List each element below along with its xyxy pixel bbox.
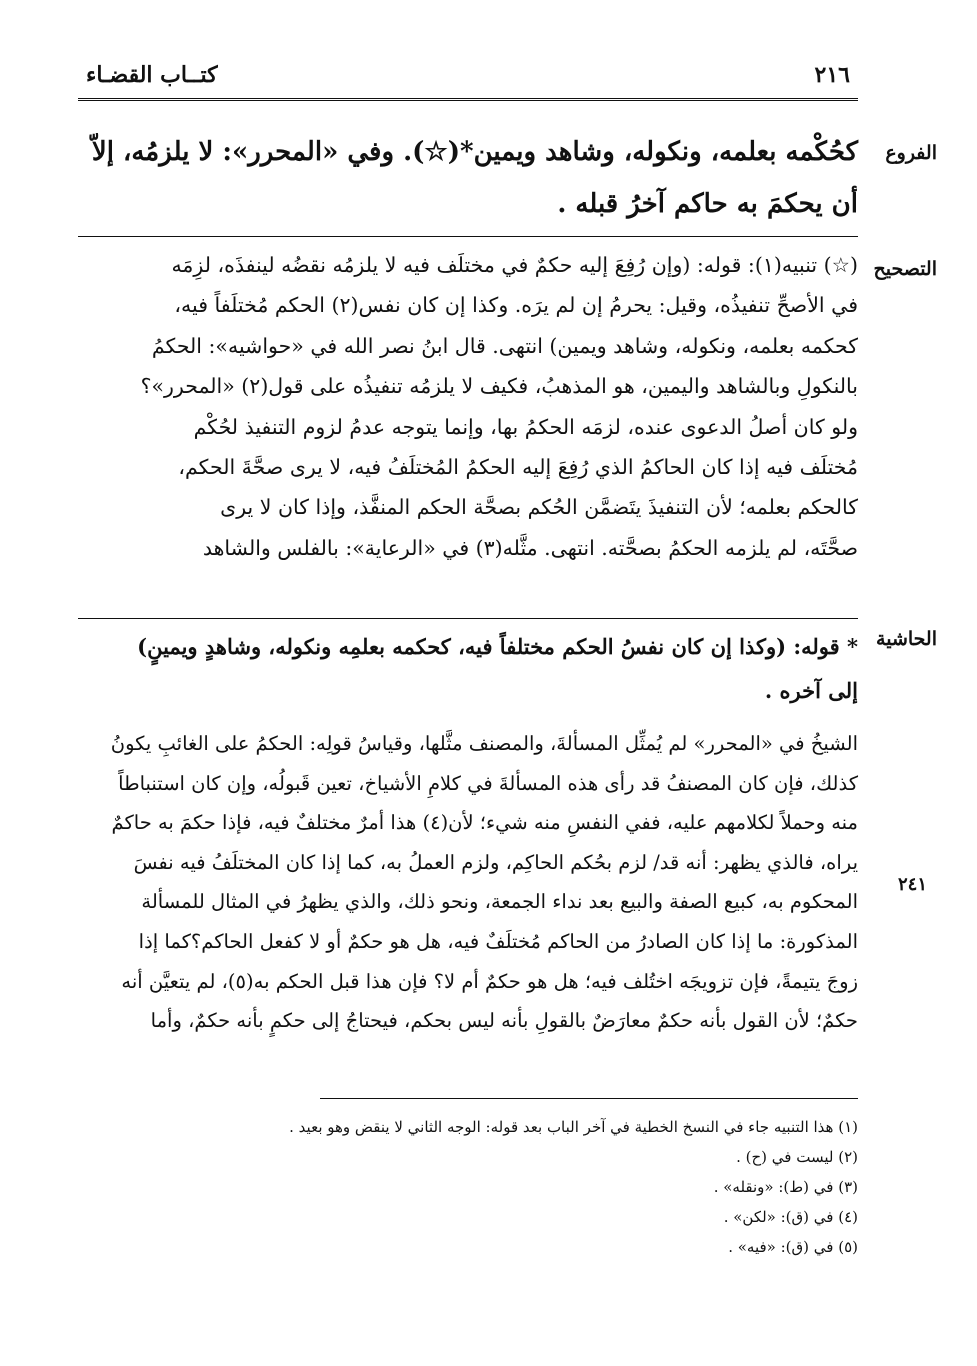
text-line: الشيخُ في «المحرر» لم يُمثِّل المسألةَ، والمصنف مثَّلها، وقياسُ قولِه: الحكمُ على الغائبِ يكونُ: [110, 732, 858, 755]
text-line: حكمٌ؛ لأن القول بأنه حكمٌ معارَضٌ بالقولِ بأنه ليس بحكم، فيحتاجُ إلى حكمٍ بأنه حكمٌ، وأما: [150, 1009, 858, 1033]
book-title: كتــاب القضـاء: [86, 62, 218, 88]
hashiya-text: [78, 724, 858, 1041]
text-line: كحُكْمه بعلمه، ونكوله، وشاهد ويمين*(☆). وفي «المحرر»: لا يلزمُه، إلاّ: [91, 137, 858, 167]
tashih-text: [78, 245, 858, 568]
footnote: (٥) في (ق): «فيه» .: [728, 1238, 858, 1256]
text-line: منه وحملاً لكلامهم عليه، ففي النفسِ منه شيء؛ لأن(٤) هذا أمرٌ مختلفٌ فيه، فإذا حكمَ به حاكمٌ: [111, 811, 858, 835]
footnote: (٤) في (ق): «لكن» .: [723, 1208, 858, 1226]
text-line: ولو كان أصلُ الدعوى عنده، لزمَه الحكمُ بها، وإنما يتوجه عدمُ لزوم التنفيذ لحُكْم: [193, 414, 858, 439]
text-line: يراه، فالذي يظهر: أنه قد/ لزم بحُكم الحاكِم، ولزم العملُ به، كما إذا كان المختلَفُ فيه نفسَ: [133, 850, 858, 874]
text-line: المذكورة: ما إذا كان الصادرُ من الحاكم مُختلَفٌ فيه، هل هو حكمٌ أو لا كفعل الحاكم؟كما إذا: [138, 929, 858, 953]
section-label-hashiya: الحاشية: [876, 628, 937, 650]
manuscript-page-marker: ٢٤١: [897, 874, 927, 895]
section-label-furu: الفروع: [885, 142, 937, 164]
text-line: إلى آخره .: [764, 678, 858, 703]
section-label-tashih: التصحيح: [873, 258, 937, 280]
header-rule: [78, 98, 858, 103]
text-line: زوجَ يتيمةً، فإن تزويجَه اختُلف فيه؛ هل هو حكمٌ أم لا؟ فإن هذا قبل الحكم به(٥)، لم يتعيَّن أنه: [121, 969, 858, 993]
text-line: (☆) تنبيه(١): قوله: (وإن رُفِعَ إليه حكمٌ في مختلَف فيه لا يلزمُه نقضُه لينفذَه، لزِمَه: [171, 253, 858, 277]
text-line: صحَّتَه، لم يلزمه الحكمُ بصحَّته. انتهى. مثَّله(٣) في «الرعاية»: بالفلس والشاهد: [202, 535, 858, 560]
footnote: (٣) في (ط): «ونقله» .: [713, 1178, 858, 1196]
footnote: (٢) ليست في (ح) .: [736, 1148, 858, 1166]
page-number: ٢١٦: [814, 62, 850, 88]
footnote-divider: [320, 1098, 858, 1099]
text-line: مُختلَف فيه إذا كان الحاكمُ الذي رُفِعَ إليه الحكمُ المُختلَفُ فيه، لا يرى صحَّةَ الحكم،: [178, 455, 858, 480]
text-line: بالنكولِ وبالشاهد واليمين، هو المذهبُ، فكيف لا يلزمُه تنفيذُه على قول(٢) «المحرر»؟: [140, 374, 858, 399]
text-line: أن يحكمَ به حاكم آخرُ قبله .: [557, 189, 858, 219]
text-line: * قوله: (وكذا إن كان نفسُ الحكم مختلفاً فيه، كحكمه بعلمِه ونكوله، وشاهدٍ ويمينٍ): [137, 634, 858, 659]
text-line: كحكمه بعلمه، ونكوله، وشاهد ويمين) انتهى. قال ابنُ نصر الله في «حواشيه»: الحكمُ: [151, 333, 858, 358]
text-line: المحكوم به، كبيع الصفة والبيع بعد نداء الجمعة، ونحو ذلك، والذي يظهرُ في المثال للمسألة: [141, 890, 858, 914]
text-line: كالحكم بعلمه؛ لأن التنفيذَ يتَضمَّن الحُكم بصحَّة الحكم المنفَّذ، وإذا كان لا يرى: [220, 495, 858, 520]
furu-text: [78, 126, 858, 230]
text-line: كذلك، فإن كان المصنفُ قد رأى هذه المسألةَ في كلامِ الأشياخ، تعين قَبولُه، وإن كان استنباطاً: [118, 771, 858, 795]
section-divider: [78, 236, 858, 237]
footnote: (١) هذا التنبيه جاء في النسخ الخطية في آخر الباب بعد قوله: الوجه الثاني لا ينقض وهو بعيد .: [289, 1118, 858, 1136]
hashiya-heading: [78, 625, 858, 713]
text-line: في الأصحِّ تنفيذُه، وقيل: يحرمُ إن لم يرَه. وكذا إن كان نفس(٢) الحكم مُختلَفاً فيه،: [174, 293, 858, 318]
page-header: [78, 62, 858, 98]
footnotes: [78, 1112, 858, 1262]
section-divider: [78, 618, 858, 619]
